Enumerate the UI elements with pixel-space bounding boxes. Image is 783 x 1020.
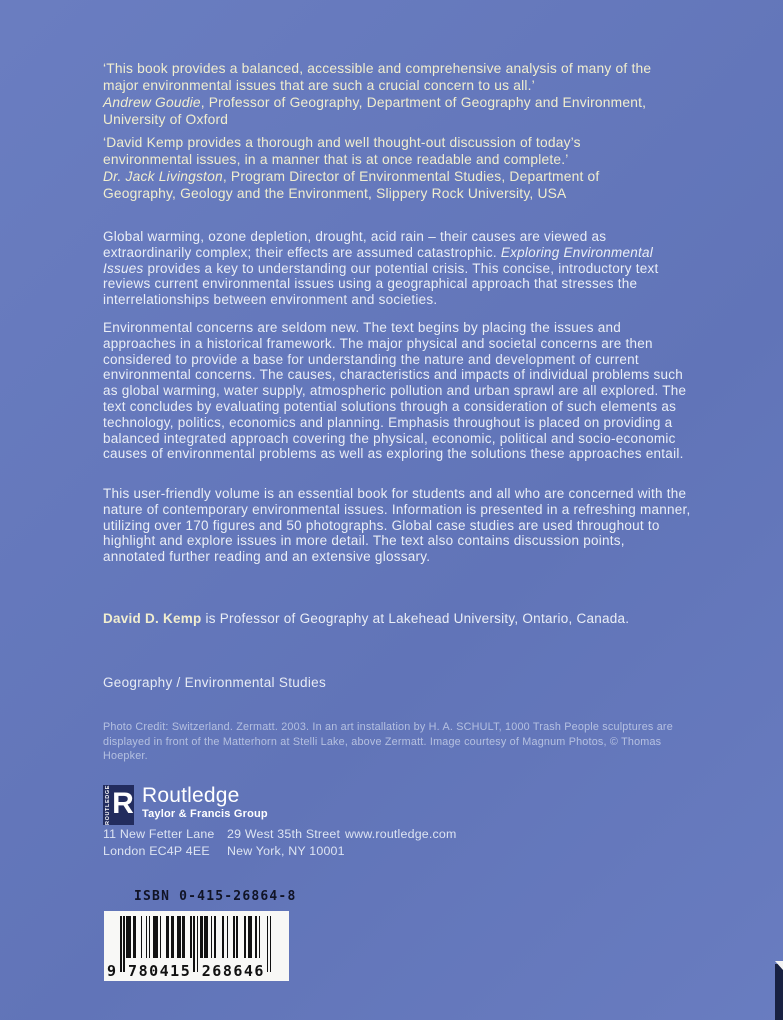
address-us-line2: New York, NY 10001 [227, 843, 345, 858]
adjacent-item-corner [775, 961, 783, 970]
barcode-number: 9 780415 268646 [107, 962, 265, 980]
review-quote-1 [103, 60, 658, 128]
routledge-logo-mark [103, 785, 134, 825]
publisher-website: www.routledge.com [345, 827, 457, 841]
address-uk [103, 826, 227, 859]
review-quote-2 [103, 134, 658, 202]
address-us [227, 826, 345, 859]
blurb-paragraph-3: This user-friendly volume is an essential book for students and all who are concerned with the nature of contemporary environmental issues. Information is presented in a refreshing manner, utilizing over 170 figures and 50 photographs. Global case studies are used throughout to highlight and explore issues in more detail. The text also contains discussion points, annotated further reading and an extensive glossary. [103, 486, 691, 565]
author-name: David D. Kemp [103, 611, 202, 626]
photo-credit: Photo Credit: Switzerland. Zermatt. 2003. In an art installation by H. A. SCHULT, 1000 Trash People sculptures are displayed in front of the Matterhorn at Stelli Lake, above Zermatt. Image courtesy of Magnum Photos, © Thomas Hoepker. [103, 721, 673, 762]
adjacent-item-edge [775, 964, 783, 1020]
publisher-addresses [103, 826, 457, 859]
review-quote-2-attribution [103, 168, 658, 202]
blurb-paragraph-2: Environmental concerns are seldom new. The text begins by placing the issues and approaches in a historical framework. The major physical and societal concerns are then considered to provide a base for understanding the nature and development of current environmental concerns. The causes, characteristics and impacts of individual problems such as global warming, water supply, atmospheric pollution and urban sprawl are all explored. The text concludes by evaluating potential solutions through a consideration of such elements as technology, politics, economics and planning. Emphasis throughout is placed on providing a balanced integrated approach covering the physical, economic, political and socio-economic causes of environmental problems as well as exploring the solutions these approaches entail. [103, 320, 687, 462]
review-quote-1-text: ‘This book provides a balanced, accessible and comprehensive analysis of many of the major environmental issues that are such a crucial concern to us all.’ [103, 61, 652, 93]
review-quote-1-role: , Professor of Geography, Department of Geography and Environment, University of Oxford [103, 95, 647, 127]
subject-category: Geography / Environmental Studies [103, 675, 327, 690]
barcode-panel [104, 911, 289, 981]
author-bio-line [103, 611, 703, 626]
address-uk-line1: 11 New Fetter Lane [103, 827, 215, 841]
review-quote-2-role: , Program Director of Environmental Studies, Department of Geography, Geology and the Environment, Slippery Rock University, USA [103, 169, 600, 201]
routledge-logo [103, 785, 268, 825]
review-quote-1-author: Andrew Goudie [103, 95, 201, 110]
publisher-group: Taylor & Francis Group [142, 808, 268, 820]
address-uk-line2: London EC4P 4EE [103, 843, 210, 858]
author-bio-rest: is Professor of Geography at Lakehead University, Ontario, Canada. [201, 611, 630, 626]
review-quote-2-text: ‘David Kemp provides a thorough and well thought-out discussion of today’s environmental issues, in a manner that is at once readable and complete.’ [103, 135, 581, 167]
routledge-vertical-text: ROUTLEDGE [104, 785, 111, 825]
isbn-label: ISBN 0-415-26864-8 [134, 889, 297, 904]
review-quote-1-attribution [103, 94, 658, 128]
routledge-r-icon: R [112, 787, 134, 820]
address-us-line1: 29 West 35th Street [227, 827, 341, 841]
routledge-wordmark [142, 785, 268, 820]
publisher-name: Routledge [142, 784, 240, 807]
blurb-paragraph-1: Global warming, ozone depletion, drought, acid rain – their causes are viewed as extraordinarily complex; their effects are assumed catastrophic. Exploring Environmental Issues provides a key to understanding our potential crisis. This concise, introductory text reviews current environmental issues using a geographical approach that stresses the interrelationships between environment and societies. [103, 229, 659, 308]
review-quote-2-author: Dr. Jack Livingston [103, 169, 223, 184]
